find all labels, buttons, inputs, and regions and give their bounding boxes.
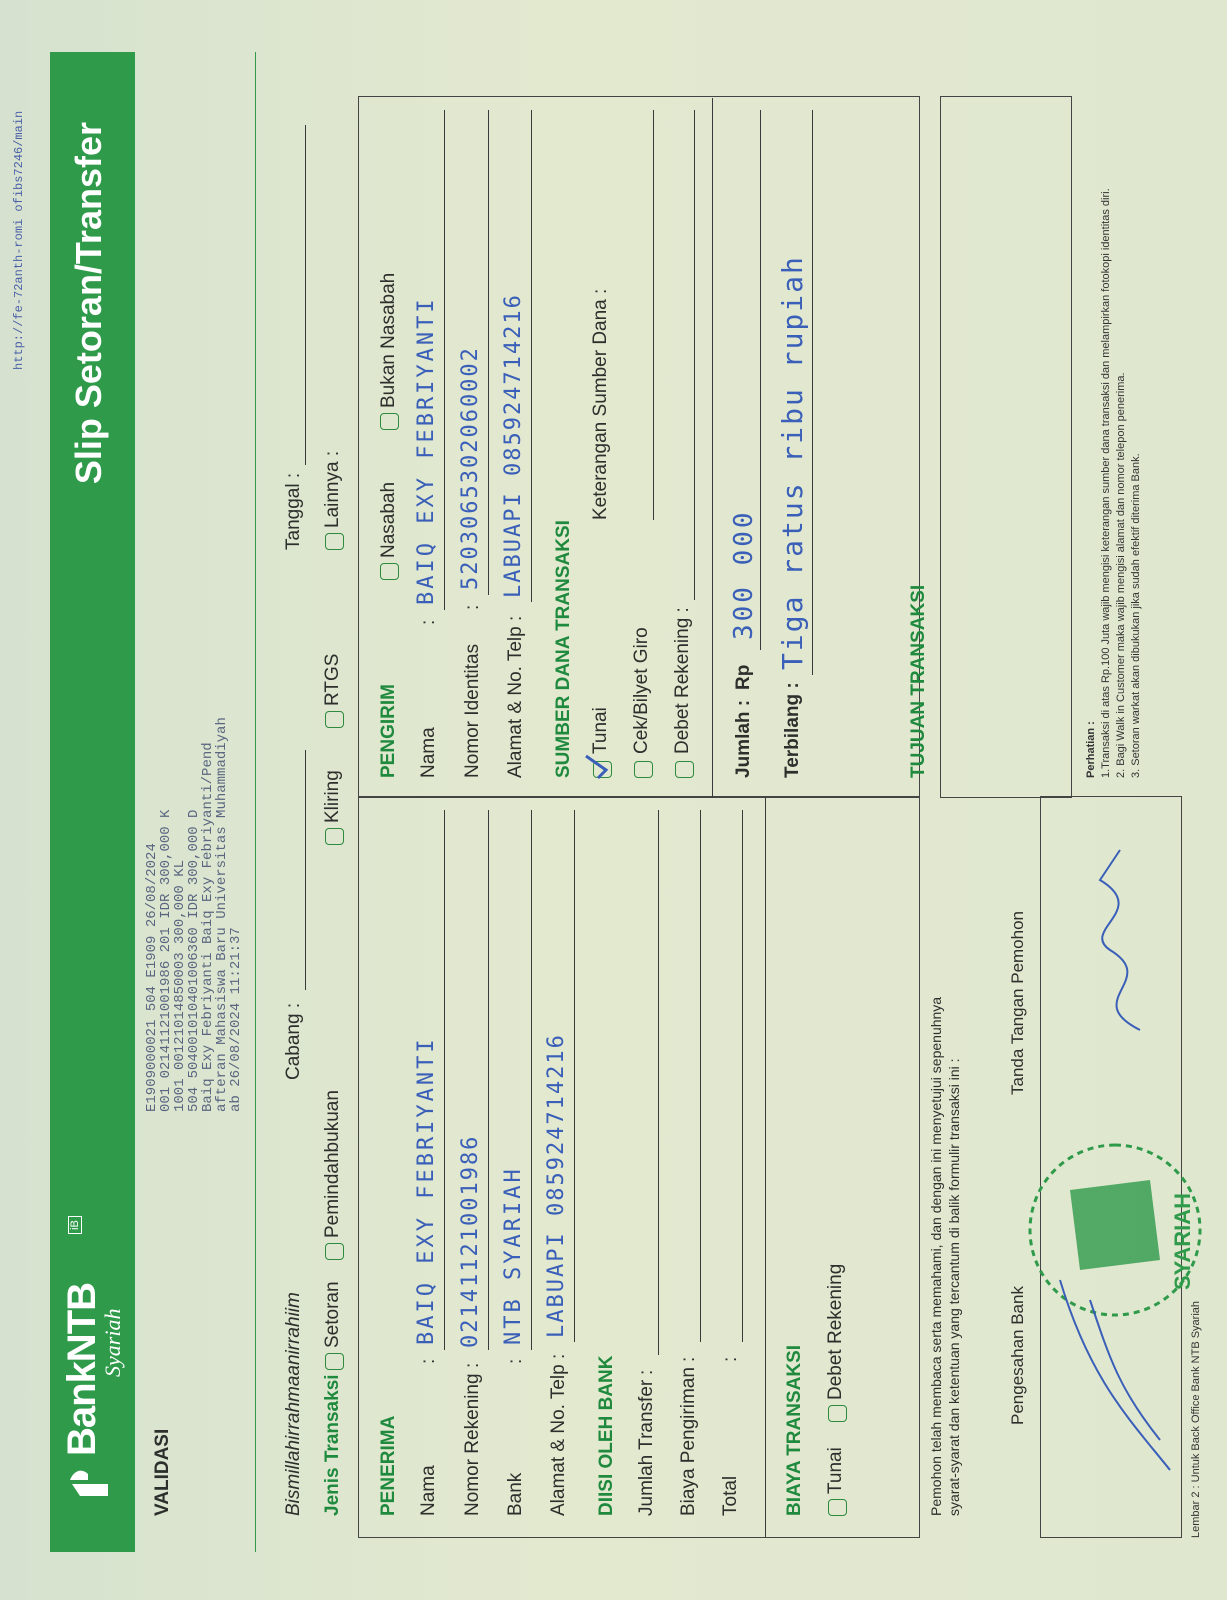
pengirim-identitas-label: Nomor Identitas [462,643,483,778]
lainnya-checkbox[interactable] [325,533,344,550]
print-line: ab 26/08/2024 11:21:37 [228,927,244,1112]
bank-logo-icon [68,1466,110,1500]
debet-rekening-checkbox[interactable] [675,761,694,778]
pengesahan-label: Pengesahan Bank [1008,1286,1027,1425]
lainnya-label: Lainnya : [322,450,343,528]
top-url: http://fe-72anth-romi ofibs7246/main [12,110,26,370]
underline [531,810,532,1350]
colon: : [462,604,483,610]
jumlah-value[interactable]: 300 000 [729,509,759,640]
lembar-note: Lembar 2 : Untuk Back Office Bank NTB Syariah [1190,1300,1202,1538]
perhatian-item: 1.Transaksi di atas Rp.100 Juta wajib mengisi keterangan sumber dana transaksi dan melampirkan fotokopi identitas diri. [1100,188,1112,778]
biaya-debet-checkbox[interactable] [828,1405,847,1422]
statement-line-1: Pemohon telah membaca serta memahami, dan dengan ini menyetujui sepenuhnya [928,996,944,1516]
print-line: 001 02141121001986 201 IDR 300,000 K [158,809,174,1112]
colon: : [418,619,439,625]
brand-badge: iB [68,1216,82,1234]
brand-sub: Syariah [100,1308,125,1377]
ttd-label: Tanda Tangan Pemohon [1008,910,1027,1095]
pemindahbukuan-label: Pemindahbukuan [322,1090,343,1238]
perhatian-item: 3. Setoran warkat akan dibukukan jika sudah efektif diterima Bank. [1130,453,1142,778]
total-label: Total [720,1475,741,1516]
underline [760,110,761,650]
pengirim-nama-value[interactable]: BAIQ EXY FEBRIYANTI [414,296,439,605]
pengirim-identitas-value[interactable]: 5203065302060002 [458,346,483,590]
tujuan-title: TUJUAN TRANSAKSI [908,584,929,778]
validation-print [145,717,243,1112]
bismillah-text: Bismillahirrahmaanirrahiim [283,1292,304,1516]
sumber-tunai-label: Tunai [590,707,611,754]
terbilang-value[interactable]: Tiga ratus ribu rupiah [776,255,809,670]
divider [765,798,766,1538]
total-field[interactable] [742,810,743,1342]
print-line: 1001 00121014850003 300,000 KL [172,859,188,1112]
setoran-label: Setoran [322,1281,343,1348]
cek-checkbox[interactable] [634,761,653,778]
tanggal-field[interactable] [305,125,306,465]
tujuan-box[interactable] [940,96,1072,798]
brand-name: BankNTB [60,1282,104,1456]
pengirim-nama-label: Nama [418,727,439,778]
colon: : [678,1356,699,1362]
penerima-bank-value[interactable]: NTB SYARIAH [501,1166,526,1345]
debet-rekening-label: Debet Rekening : [672,607,693,754]
divider [255,52,256,1552]
penerima-nama-label: Nama [418,1465,439,1516]
cabang-label: Cabang : [283,1002,304,1080]
print-line: afteran Mahasiswa Baru Universitas Muhammadiyah [214,717,230,1112]
underline [488,110,489,595]
header-band [50,52,135,1552]
penerima-rekening-label: Nomor Rekening [462,1373,483,1516]
pengirim-alamat-value[interactable]: LABUAPI 085924714216 [501,293,526,598]
perhatian-title: Perhatian : [1085,721,1097,778]
bukan-nasabah-checkbox[interactable] [380,413,399,430]
perhatian-item: 2. Bagi Walk in Customer maka wajib mengisi alamat dan nomor telepon penerima. [1115,372,1127,778]
underline [812,110,813,675]
cabang-field[interactable] [305,750,306,990]
jumlah-label: Jumlah : [733,699,754,778]
underline [444,810,445,1350]
bukan-nasabah-label: Bukan Nasabah [378,272,399,408]
penerima-bank-label: Bank [505,1472,526,1516]
keterangan-field[interactable] [653,110,654,520]
penerima-nama-value[interactable]: BAIQ EXY FEBRIYANTI [414,1036,439,1345]
bank-signature-icon [1050,1260,1190,1480]
nasabah-checkbox[interactable] [380,563,399,580]
kliring-checkbox[interactable] [325,828,344,845]
debet-rekening-field[interactable] [694,110,695,600]
statement-line-2: syarat-syarat dan ketentuan yang tercantum di balik formulir transaksi ini : [946,1058,962,1516]
biaya-tunai-label: Tunai [825,1447,846,1494]
keterangan-label: Keterangan Sumber Dana : [590,288,611,520]
setoran-checkbox[interactable] [325,1353,344,1370]
print-line: Baiq Exy Febriyanti Baiq Exy Febriyanti/Pend [200,742,216,1112]
underline [574,810,575,1342]
biaya-title: BIAYA TRANSAKSI [784,1344,805,1516]
kliring-label: Kliring [322,770,343,823]
terbilang-label: Terbilang : [782,682,803,778]
penerima-alamat-label: Alamat & No. Telp : [548,1353,569,1516]
slip-title: Slip Setoran/Transfer [68,122,109,485]
colon: : [720,1356,741,1362]
rtgs-label: RTGS [322,653,343,706]
print-line: E1909000021 504 E1909 26/08/2024 [144,843,160,1112]
biaya-tunai-checkbox[interactable] [828,1499,847,1516]
applicant-signature-icon [1060,840,1180,1040]
penerima-alamat-value[interactable]: LABUAPI 085924714216 [544,1033,569,1338]
penerima-title: PENERIMA [378,1415,399,1516]
pengirim-alamat-label: Alamat & No. Telp : [505,615,526,778]
colon: : [462,1362,483,1368]
jumlah-transfer-field[interactable] [658,810,659,1355]
cek-label: Cek/Bilyet Giro [631,627,652,754]
biaya-pengiriman-label: Biaya Pengiriman [678,1367,699,1516]
pemindahbukuan-checkbox[interactable] [325,1243,344,1260]
biaya-pengiriman-field[interactable] [700,810,701,1342]
jenis-transaksi-label: Jenis Transaksi [322,1374,343,1516]
jumlah-transfer-label: Jumlah Transfer [636,1379,657,1516]
stamp-text: SYARIAH [1170,1193,1195,1290]
jumlah-currency: Rp [733,664,754,690]
penerima-rekening-value[interactable]: 02141121001986 [458,1134,483,1348]
biaya-debet-label: Debet Rekening [825,1263,846,1400]
divider [712,98,713,798]
validasi-label: VALIDASI [152,1428,173,1516]
print-line: 504 504001010401006360 IDR 300,000 D [186,809,202,1112]
underline [444,110,445,610]
check-mark-icon [582,752,612,782]
sumber-dana-title: SUMBER DANA TRANSAKSI [553,520,574,778]
colon: : [636,1369,657,1375]
tanggal-label: Tanggal : [283,472,304,550]
underline [488,810,489,1350]
pengirim-title: PENGIRIM [378,684,399,778]
colon: : [418,1358,439,1364]
underline [531,110,532,602]
diisi-bank-title: DIISI OLEH BANK [596,1355,617,1516]
nasabah-label: Nasabah [378,481,399,558]
colon: : [505,1358,526,1364]
rtgs-checkbox[interactable] [325,711,344,728]
